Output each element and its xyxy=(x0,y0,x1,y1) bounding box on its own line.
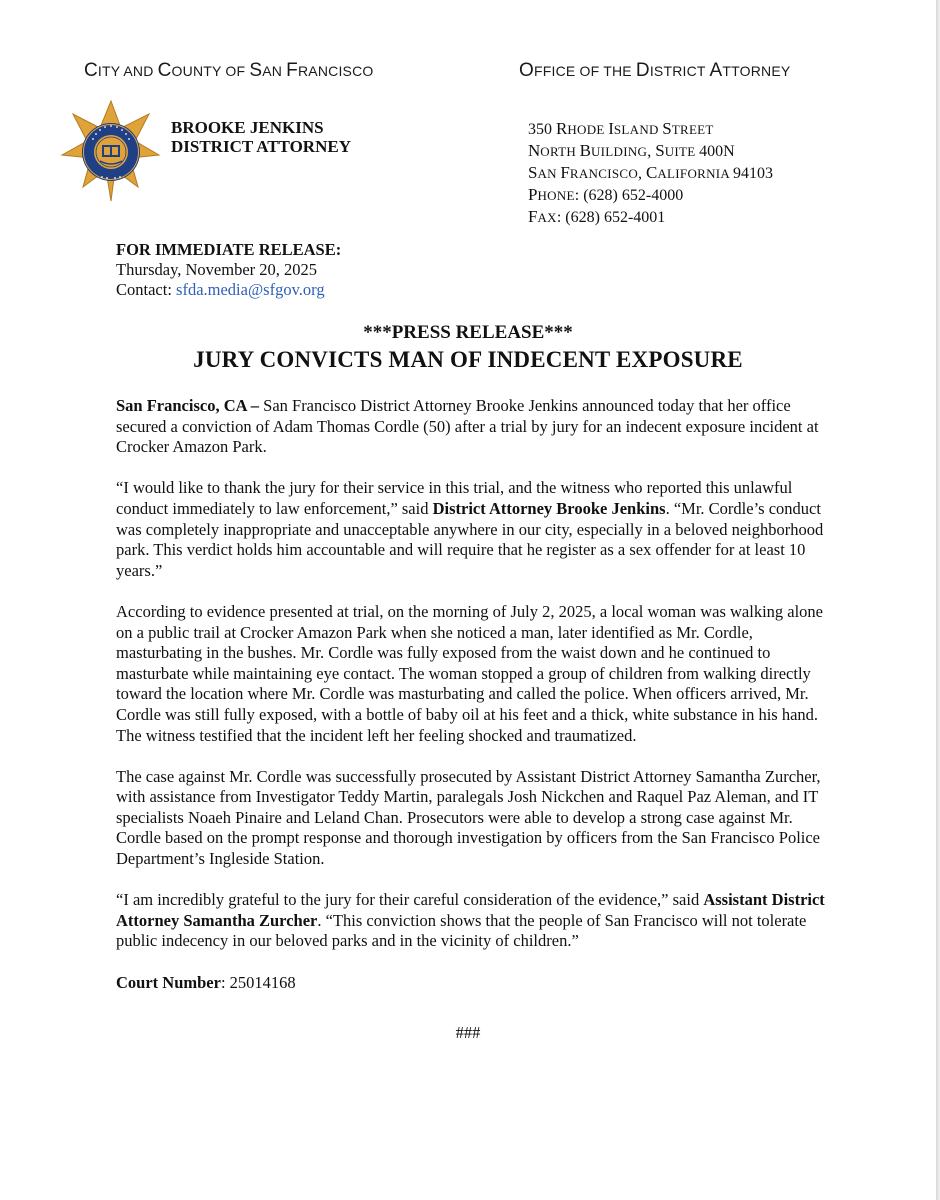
city-county-heading: CITY AND COUNTY OF SAN FRANCISCO xyxy=(84,60,374,81)
court-number: Court Number: 25014168 xyxy=(116,972,296,992)
release-date: Thursday, November 20, 2025 xyxy=(116,260,318,279)
office-heading: OFFICE OF THE DISTRICT ATTORNEY xyxy=(519,60,791,81)
address-fax: FAX: (628) 652-4001 xyxy=(528,207,666,226)
paragraph-prosecution-team: The case against Mr. Cordle was successfully prosecuted by Assistant District Attorney Samantha Zurcher, with assistance from Investigator Teddy Martin, paralegals Josh Nickchen and Raquel Paz Aleman, and IT specialists Noaeh Pinaire and Leland Chan. Prosecutors were able to develop a strong case against Mr. Cordle based on the prompt response and thorough investigation by officers from the San Francisco Police Department’s Ingleside Station. xyxy=(116,766,821,869)
address-city: SAN FRANCISCO, CALIFORNIA 94103 xyxy=(528,163,773,182)
contact-email-link[interactable]: sfda.media@sfgov.org xyxy=(176,280,325,299)
end-mark: ### xyxy=(455,1023,481,1042)
paragraph-evidence: According to evidence presented at trial, on the morning of July 2, 2025, a local woman was walking alone on a public trail at Crocker Amazon Park when she noticed a man, later identified as Mr. Cordle, masturbating in the bushes. Mr. Cordle was fully exposed from the waist down and he continued to masturbate while maintaining eye contact. The woman stopped a group of children from walking directly toward the location where Mr. Cordle was masturbating and called the police. When officers arrived, Mr. Cordle was still fully exposed, with a bottle of baby oil at his feet and a thick, white substance in his hand. The witness testified that the incident left her feeling shocked and traumatized. xyxy=(116,601,824,745)
page-edge xyxy=(936,0,940,1200)
release-info xyxy=(116,240,341,300)
release-label: FOR IMMEDIATE RELEASE: xyxy=(116,240,342,259)
headline: JURY CONVICTS MAN OF INDECENT EXPOSURE xyxy=(193,347,743,372)
paragraph-intro: San Francisco, CA – San Francisco District Attorney Brooke Jenkins announced today that her office secured a conviction of Adam Thomas Cordle (50) after a trial by jury for an indecent exposure incident at Crocker Amazon Park. xyxy=(116,396,819,457)
release-body xyxy=(116,396,828,993)
press-release-label: ***PRESS RELEASE*** xyxy=(363,322,573,343)
district-attorney-block xyxy=(171,118,351,156)
address-suite: NORTH BUILDING, SUITE 400N xyxy=(528,141,735,160)
address-phone: PHONE: (628) 652-4000 xyxy=(528,185,684,204)
address-street: 350 RHODE ISLAND STREET xyxy=(528,119,714,138)
office-address xyxy=(528,118,773,228)
da-office-seal-logo xyxy=(60,97,162,205)
paragraph-ada-quote: “I am incredibly grateful to the jury for their careful consideration of the evidence,” said Assistant District Attorney Samantha Zurcher. “This conviction shows that the people of San Francisco will not tolerate public indecency in our beloved parks and in the vicinity of children.” xyxy=(116,890,825,951)
paragraph-da-quote: “I would like to thank the jury for their service in this trial, and the witness who reported this unlawful conduct immediately to law enforcement,” said District Attorney Brooke Jenkins. “Mr. Cordle’s conduct was completely inappropriate and unacceptable anywhere in our city, especially in a beloved neighborhood park. This verdict holds him accountable and will require that he register as a sex offender for at least 10 years.” xyxy=(116,478,824,580)
da-name: BROOKE JENKINS xyxy=(171,118,324,137)
da-title: DISTRICT ATTORNEY xyxy=(171,137,351,156)
contact-line: Contact: sfda.media@sfgov.org xyxy=(116,280,325,299)
